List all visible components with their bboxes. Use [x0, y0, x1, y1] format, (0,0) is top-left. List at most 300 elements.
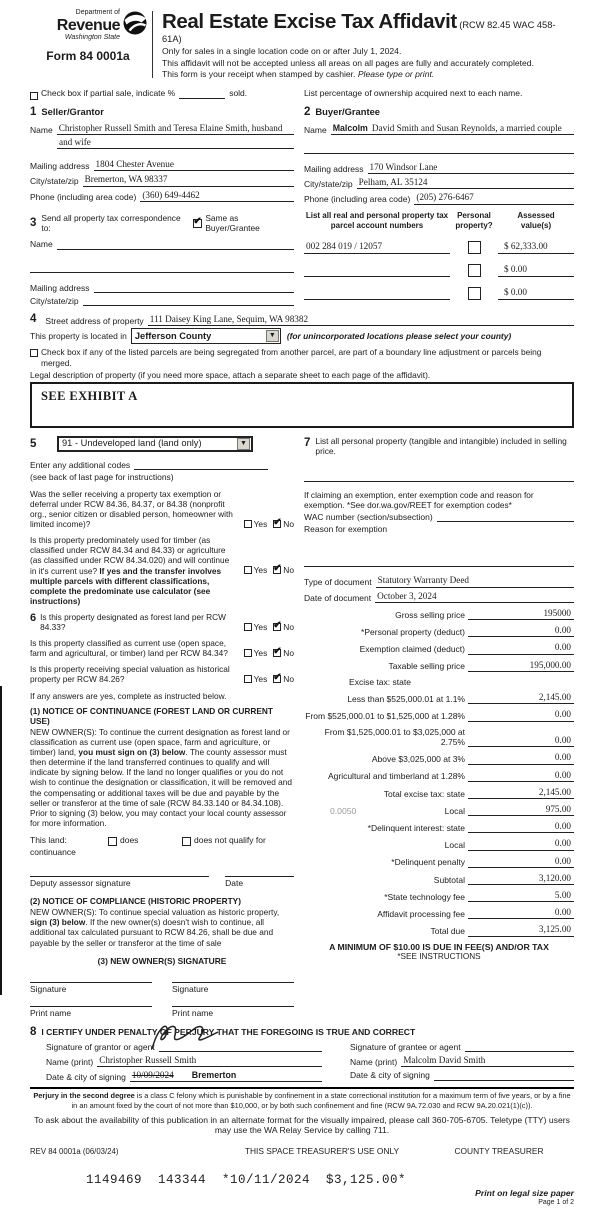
personal-col-header: Personal — [457, 210, 491, 220]
question-text-normal: Is this property predominately used for timber (as classified under RCW 84.34 and 84.33) or agriculture (as classified under RCW 84.34.020) and will continue in it's current use? — [30, 535, 230, 576]
excise-row-field[interactable] — [468, 821, 574, 833]
bottom-rule — [30, 1087, 574, 1089]
seller-name-label: Name — [30, 124, 53, 135]
no-label: No — [283, 621, 294, 632]
correspondence-city-field[interactable] — [83, 296, 294, 306]
buyer-city-label: City/state/zip — [304, 179, 353, 190]
partial-sale-percent-field[interactable] — [179, 88, 225, 99]
buyer-name-rest: David Smith and Susan Reynolds, a married couple — [371, 122, 562, 133]
parcel-number-field[interactable] — [304, 289, 450, 300]
personal-property-checkbox[interactable] — [468, 264, 481, 277]
property-location-section — [30, 312, 574, 428]
personal-col-header-2: property? — [455, 220, 493, 230]
excise-row-label: Affidavit processing fee — [377, 909, 465, 920]
signature-label: Signature — [172, 983, 209, 994]
section-4-number: 4 — [30, 313, 37, 326]
certification-section — [30, 1025, 574, 1083]
print-legal-note: Print on legal size paper — [475, 1187, 574, 1198]
local-rate-value: 0.0050 — [330, 805, 357, 816]
form-header — [30, 9, 574, 80]
excise-row-value: 0.00 — [554, 752, 571, 763]
excise-row-label: Local — [444, 840, 465, 851]
excise-row-label: From $1,525,000.01 to $3,025,000 at 2.75% — [324, 726, 465, 747]
buyer-name-field-line2[interactable] — [304, 144, 574, 154]
buyer-city-field[interactable]: Pelham, AL 35124 — [357, 177, 574, 189]
excise-row-field[interactable] — [468, 873, 574, 885]
scan-edge-artifact — [0, 686, 2, 995]
question-text-normal: Was the seller receiving a property tax exemption or deferral under RCW 84.36, 84.37, or 84.38 (nonprofit org., senior citizen or disabled person, homeowner with limited income)? — [30, 488, 233, 530]
excise-row-label: *Personal property (deduct) — [361, 626, 465, 637]
form-number: Form 84 0001a — [46, 48, 130, 63]
excise-row-label: Gross selling price — [395, 609, 465, 620]
assessed-value-field[interactable]: $ 62,333.00 — [498, 241, 574, 253]
header-note-3-text: This form is your receipt when stamped by cashier. — [162, 69, 358, 80]
grantee-name-field[interactable]: Malcolm David Smith — [401, 1055, 574, 1067]
no-checkbox[interactable] — [273, 675, 281, 683]
excise-row — [304, 727, 574, 748]
yes-checkbox[interactable] — [244, 623, 252, 631]
segregated-label: Check box if any of the listed parcels are being segregated from another parcel, are part of a boundary line adjustment or parcels being merged. — [41, 347, 542, 368]
new-owner-signature-line-1[interactable] — [30, 982, 152, 994]
same-as-buyer-checkbox[interactable] — [193, 219, 202, 228]
revenue-swirl-icon — [122, 10, 148, 36]
excise-row-value: 0.00 — [554, 838, 571, 849]
section-1-number: 1 — [30, 105, 37, 118]
correspondence-blank-field[interactable] — [30, 263, 294, 273]
print-name-label: Print name — [30, 1008, 72, 1019]
new-owner-signature-line-2[interactable] — [172, 982, 294, 994]
minimum-fee-note: A MINIMUM OF $10.00 IS DUE IN FEE(S) AND/OR TAX — [329, 941, 549, 952]
deputy-signature-line[interactable] — [30, 876, 209, 888]
yes-no-question — [30, 638, 294, 658]
excise-row-label: Agricultural and timberland at 1.28% — [327, 771, 465, 782]
buyer-grantee-block — [304, 99, 574, 205]
excise-row-field[interactable] — [468, 735, 574, 747]
legal-description-label: Legal description of property (if you need more space, attach a separate sheet to each page of the affidavit). — [30, 369, 431, 380]
logo-wa-state-text: Washington State — [64, 34, 120, 42]
certify-statement: I CERTIFY UNDER PENALTY OF PERJURY THAT THE FOREGOING IS TRUE AND CORRECT — [41, 1026, 416, 1037]
excise-row-label: Taxable selling price — [388, 661, 465, 672]
buyer-mailing-label: Mailing address — [304, 163, 364, 174]
seller-city-field[interactable]: Bremerton, WA 98337 — [83, 174, 294, 186]
yes-no-question — [30, 535, 294, 606]
legal-description-field[interactable]: SEE EXHIBIT A — [30, 382, 574, 428]
assessed-value-field[interactable]: $ 0.00 — [498, 264, 574, 276]
header-note-3 — [162, 69, 574, 79]
perjury-text: is a class C felony which is punishable by confinement in a state correctional institution for a maximum term of five years, or by a fine in an amount fixed by the court of not more than $10,000, or by both such confinement and fine (RCW 9A.72.030 and RCW 9A.20.021(1)(c)). — [71, 1091, 571, 1111]
seller-name-field[interactable]: Christopher Russell Smith and Teresa Elaine Smith, husband — [57, 123, 294, 135]
excise-row-value: 0.00 — [554, 709, 571, 720]
excise-row — [304, 924, 574, 936]
excise-row-value: 3,120.00 — [538, 872, 571, 883]
does-label: does — [120, 835, 139, 846]
yes-label: Yes — [253, 674, 268, 685]
yes-checkbox[interactable] — [244, 649, 252, 657]
treasurer-space-label: THIS SPACE TREASURER'S USE ONLY — [244, 1146, 400, 1157]
seller-grantor-block — [30, 99, 294, 205]
yes-checkbox[interactable] — [244, 566, 252, 574]
excise-row — [304, 709, 574, 721]
yes-checkbox[interactable] — [244, 675, 252, 683]
signature-label: Signature — [30, 983, 67, 994]
compliance-text: NEW OWNER(S): To continue special valuation as historic property, — [30, 907, 280, 918]
excise-row-field[interactable] — [468, 660, 574, 672]
excise-row — [304, 752, 574, 764]
assessed-col-header: Assessed — [517, 210, 555, 220]
continuance-text-post: . The county assessor must then determine if the land transferred continues to qualify and will indicate by signing below. If the land no longer qualifies or you do not wish to continue the designation or classification, it will be removed and the compensating or additional taxes will be due and payable by the seller or transferor at the time of sale (RCW 84.33.140 or 84.34.108). Prior to signing (3) below, you may contact your local county assessor for more information. — [30, 747, 292, 828]
excise-row-field[interactable] — [468, 770, 574, 782]
assessed-value-field[interactable]: $ 0.00 — [498, 287, 574, 299]
compliance-text-post: . If the new owner(s) doesn't wish to continue, all additional tax calculated pursuant to RCW 84.26, shall be due and payable by the seller or transferor at the time of sale — [30, 917, 274, 948]
located-in-label: This property is located in — [30, 331, 127, 342]
question-answer — [238, 674, 294, 684]
excise-row-label: Total due — [430, 926, 465, 937]
question-text-normal: Is this property designated as forest land per RCW 84.33? — [40, 611, 226, 633]
grantee-date-field[interactable] — [434, 1071, 574, 1081]
excise-row-value: 0.00 — [554, 855, 571, 866]
parcel-rows — [304, 240, 574, 300]
excise-tax-table — [304, 608, 574, 937]
deputy-signature-label: Deputy assessor signature — [30, 877, 131, 888]
chevron-down-icon[interactable]: ▼ — [266, 330, 279, 342]
question-text — [30, 535, 238, 606]
correspondence-block — [30, 211, 294, 307]
parcel-row — [304, 263, 574, 277]
correspondence-mailing-field[interactable] — [94, 283, 294, 293]
excise-row-label: Less than $525,000.01 at 1.1% — [347, 693, 465, 704]
question-answer — [238, 622, 294, 632]
excise-row-value: 2,145.00 — [538, 786, 571, 797]
parcel-row — [304, 286, 574, 300]
excise-row — [304, 838, 574, 850]
county-treasurer-label: COUNTY TREASURER — [454, 1146, 544, 1157]
use-classification-column — [30, 436, 294, 1019]
yes-checkbox[interactable] — [244, 520, 252, 528]
accessibility-notice: To ask about the availability of this publication in an alternate format for the visually impaired, please call 360-705-6705. Teletype (TTY) users may use the WA Relay Service by calling 711. — [34, 1114, 570, 1136]
see-instructions-note: *SEE INSTRUCTIONS — [397, 952, 481, 962]
buyer-phone-label: Phone (including area code) — [304, 194, 411, 205]
this-land-label: This land: — [30, 835, 67, 846]
new-owner-print-line-2[interactable] — [172, 1006, 294, 1018]
rev-form-code: REV 84 0001a (06/03/24) — [30, 1147, 119, 1157]
correspondence-name-field[interactable] — [57, 240, 294, 250]
no-label: No — [283, 648, 294, 659]
excise-row-field[interactable] — [468, 838, 574, 850]
correspondence-city-label: City/state/zip — [30, 295, 79, 306]
excise-row-value: 0.00 — [554, 642, 571, 653]
excise-row — [304, 625, 574, 637]
question-text — [30, 664, 238, 684]
does-checkbox[interactable] — [108, 837, 117, 846]
question-text — [30, 489, 238, 529]
personal-property-checkbox[interactable] — [468, 287, 481, 300]
excise-row — [304, 821, 574, 833]
excise-row-value: 195000 — [543, 607, 571, 618]
question-answer — [238, 565, 294, 575]
excise-row-field[interactable] — [468, 692, 574, 704]
no-checkbox[interactable] — [273, 649, 281, 657]
seller-name-field-line2[interactable]: and wife — [57, 137, 294, 149]
ownership-percentage-note: List percentage of ownership acquired next to each name. — [304, 87, 523, 98]
chevron-down-icon[interactable]: ▼ — [237, 438, 250, 450]
wac-number-field[interactable] — [437, 512, 574, 522]
section-5-number: 5 — [30, 438, 37, 450]
dor-logo — [30, 9, 146, 63]
seller-phone-field[interactable]: (360) 649-4462 — [140, 190, 294, 202]
grantor-date-field[interactable] — [130, 1070, 322, 1082]
yes-no-question — [30, 612, 294, 632]
yes-label: Yes — [253, 518, 268, 529]
no-label: No — [283, 518, 294, 529]
excise-row-field[interactable] — [468, 752, 574, 764]
parcel-col-header: List all real and personal property tax — [305, 210, 449, 220]
continuance-word: continuance — [30, 847, 76, 858]
land-use-dropdown[interactable] — [57, 436, 253, 452]
logo-revenue-text: Revenue — [56, 16, 120, 34]
reason-exemption-label: Reason for exemption — [304, 524, 388, 535]
land-use-dropdown-value: 91 - Undeveloped land (land only) — [62, 438, 202, 449]
excise-row-field[interactable] — [468, 787, 574, 799]
grantee-signature-block — [350, 1039, 574, 1083]
seller-phone-label: Phone (including area code) — [30, 191, 137, 202]
grantor-date-struck: 10/09/2024 — [131, 1070, 174, 1081]
doc-date-label: Date of document — [304, 592, 372, 603]
doc-date-field[interactable]: October 3, 2024 — [375, 591, 574, 603]
grantee-signature-field[interactable] — [465, 1042, 574, 1052]
correspondence-label: Send all property tax correspondence to: — [41, 212, 181, 233]
excise-row-label: *Delinquent interest: state — [367, 823, 465, 834]
does-not-label: does not qualify for — [194, 835, 266, 846]
question-text-normal: Is this property receiving special valuation as historical property per RCW 84.26? — [30, 664, 230, 685]
deputy-date-label: Date — [225, 877, 244, 888]
excise-row-field[interactable] — [468, 890, 574, 902]
question-answer — [238, 519, 294, 529]
does-not-checkbox[interactable] — [182, 837, 191, 846]
excise-row-value: 195,000.00 — [529, 659, 571, 670]
grantee-date-label: Date & city of signing — [350, 1070, 430, 1081]
excise-row-value: 0.00 — [554, 735, 571, 746]
perjury-bold: Perjury in the second degree — [33, 1091, 135, 1101]
excise-row-label: Local — [444, 805, 465, 816]
excise-row-value: 0.00 — [554, 625, 571, 636]
parties-section — [30, 99, 574, 205]
parcel-row — [304, 240, 574, 254]
excise-row-value: 3,125.00 — [538, 924, 571, 935]
excise-row — [304, 856, 574, 868]
excise-row-value: 0.00 — [554, 769, 571, 780]
seller-mailing-label: Mailing address — [30, 161, 90, 172]
wac-number-label: WAC number (section/subsection) — [304, 511, 433, 522]
parcel-number-field[interactable]: 002 284 019 / 12057 — [304, 241, 450, 253]
grantee-name-label: Name (print) — [350, 1056, 398, 1067]
excise-row-label: Total excise tax: state — [383, 788, 465, 799]
excise-row — [304, 804, 574, 816]
question-text — [30, 638, 238, 658]
seller-mailing-field[interactable]: 1804 Chester Avenue — [94, 159, 294, 171]
seller-heading: Seller/Grantor — [41, 105, 104, 117]
excise-row — [304, 770, 574, 782]
land-qualify-row — [30, 835, 294, 845]
notice-continuance-paragraph — [30, 727, 294, 828]
excise-row — [304, 608, 574, 620]
notice-compliance-heading: (2) NOTICE OF COMPLIANCE (HISTORIC PROPERTY) — [30, 896, 241, 907]
grantor-city-value: Bremerton — [191, 1070, 237, 1081]
segregated-checkbox[interactable] — [30, 349, 38, 357]
partial-sale-checkbox[interactable] — [30, 92, 38, 100]
exemption-instruction: If claiming an exemption, enter exemption code and reason for exemption. *See dor.wa.gov/REET for exemption codes* — [304, 489, 534, 510]
grantor-sig-label: Signature of grantor or agent — [46, 1041, 155, 1052]
print-note-block — [30, 1188, 574, 1208]
doc-type-field[interactable]: Statutory Warranty Deed — [376, 575, 574, 587]
header-note-1: Only for sales in a single location code on or after July 1, 2024. — [162, 46, 402, 57]
grantor-signature-field[interactable] — [159, 1042, 322, 1052]
grantor-date-label: Date & city of signing — [46, 1072, 126, 1083]
deputy-assessor-row — [30, 876, 294, 888]
grantor-name-label: Name (print) — [46, 1056, 94, 1067]
excise-row-field[interactable] — [468, 642, 574, 654]
notice-compliance-paragraph — [30, 907, 294, 947]
excise-row — [304, 660, 574, 672]
question-text-bold: If yes and the transfer involves multiple parcels with different classifications, complete the predominate use calculator (see instructions) — [30, 565, 222, 606]
excise-row-label: Exemption claimed (deduct) — [359, 644, 465, 655]
excise-row-label: *State technology fee — [384, 891, 465, 902]
new-owner-print-line-1[interactable] — [30, 1006, 152, 1018]
yes-label: Yes — [253, 648, 268, 659]
new-owners-signature-heading: (3) NEW OWNER(S) SIGNATURE — [97, 955, 227, 966]
excise-row-field[interactable] — [468, 709, 574, 721]
excise-row-label: Above $3,025,000 at 3% — [371, 754, 465, 765]
excise-row — [304, 873, 574, 885]
page-title: Real Estate Excise Tax Affidavit — [162, 10, 457, 33]
doc-type-label: Type of document — [304, 577, 372, 588]
buyer-name-field[interactable] — [331, 123, 574, 135]
excise-row-value: 975.00 — [545, 803, 571, 814]
question-section-number: 6 — [30, 611, 37, 624]
no-label: No — [283, 565, 294, 576]
same-as-buyer-label: Same as Buyer/Grantee — [205, 212, 260, 233]
continuance-text: NEW OWNER(S): To continue the current designation as forest land or classification as current use (open space, farm and agriculture, or timber) land, — [30, 726, 290, 758]
excise-row-label: From $525,000.01 to $1,525,000 at 1.28% — [305, 711, 465, 722]
personal-property-instruction: List all personal property (tangible and intangible) included in selling price. — [315, 436, 567, 457]
section-7-number: 7 — [304, 437, 311, 450]
excise-row-field[interactable] — [468, 856, 574, 868]
buyer-mailing-field[interactable]: 170 Windsor Lane — [368, 162, 574, 174]
excise-row-field[interactable] — [468, 804, 574, 816]
excise-row — [304, 642, 574, 654]
excise-column — [304, 436, 574, 1019]
excise-row — [304, 677, 574, 687]
grantee-sig-label: Signature of grantee or agent — [350, 1041, 461, 1052]
excise-row — [304, 692, 574, 704]
correspondence-name-label: Name — [30, 239, 53, 250]
lower-columns — [30, 436, 574, 1019]
question-text-normal: Is this property classified as current use (open space, farm and agricultural, or timber) land per RCW 84.34? — [30, 638, 228, 659]
excise-row-label: Excise tax: state — [349, 676, 411, 687]
no-checkbox[interactable] — [273, 520, 281, 528]
title-block — [162, 9, 574, 80]
if-yes-note: If any answers are yes, complete as instructed below. — [30, 690, 227, 701]
page-indicator: Page 1 of 2 — [538, 1199, 574, 1207]
street-address-field[interactable]: 111 Daisey King Lane, Sequim, WA 98382 — [148, 314, 574, 326]
notice-continuance-heading: (1) NOTICE OF CONTINUANCE (FOREST LAND OR CURRENT USE) — [30, 705, 273, 726]
question-text — [40, 612, 237, 632]
buyer-name-label: Name — [304, 124, 327, 135]
reason-exemption-field[interactable] — [304, 556, 574, 567]
yes-label: Yes — [253, 621, 268, 632]
parcel-table-header — [304, 211, 574, 231]
additional-codes-field[interactable] — [134, 460, 268, 470]
buyer-phone-field[interactable]: (205) 276-6467 — [414, 192, 574, 204]
perjury-notice — [30, 1091, 574, 1110]
title-rcw-ref: (RCW 82.45 WAC 458-61A) — [162, 20, 556, 44]
compliance-text-bold: sign (3) below — [30, 917, 86, 928]
partial-sale-sold-label: sold. — [229, 88, 248, 99]
continuance-text-bold: you must sign on (3) below — [78, 747, 186, 758]
excise-row-field[interactable] — [468, 924, 574, 936]
header-note-3-italic: Please type or print. — [357, 69, 435, 80]
excise-row-field[interactable] — [468, 907, 574, 919]
no-checkbox[interactable] — [273, 623, 281, 631]
personal-property-checkbox[interactable] — [468, 241, 481, 254]
yes-no-questions — [30, 489, 294, 685]
buyer-heading: Buyer/Grantee — [315, 105, 381, 117]
excise-row-field[interactable] — [468, 625, 574, 637]
excise-row-value: 5.00 — [554, 890, 571, 901]
excise-row-field[interactable] — [468, 608, 574, 620]
additional-codes-label: Enter any additional codes — [30, 460, 131, 471]
footer-row — [30, 1146, 574, 1157]
no-checkbox[interactable] — [273, 566, 281, 574]
parcel-table — [304, 211, 574, 307]
correspondence-mailing-label: Mailing address — [30, 282, 90, 293]
county-note: (for unincorporated locations please select your county) — [286, 331, 512, 342]
header-note-2: This affidavit will not be accepted unless all areas on all pages are fully and accurately completed. — [162, 57, 534, 68]
deputy-date-line[interactable] — [225, 876, 294, 888]
yes-no-question — [30, 664, 294, 684]
section-2-number: 2 — [304, 105, 311, 118]
excise-row-label: *Delinquent penalty — [391, 857, 465, 868]
county-dropdown-value: Jefferson County — [134, 330, 212, 341]
section-8-number: 8 — [30, 1025, 37, 1038]
excise-row — [304, 787, 574, 799]
parcel-number-field[interactable] — [304, 266, 450, 277]
excise-row — [304, 907, 574, 919]
county-dropdown[interactable] — [131, 328, 281, 344]
personal-property-field[interactable] — [304, 471, 574, 482]
question-answer — [238, 648, 294, 658]
excise-row-label: Subtotal — [433, 874, 465, 885]
new-owner-print-row — [30, 1006, 294, 1018]
no-label: No — [283, 674, 294, 685]
cashier-stamp: 1149469 143344 *10/11/2024 $3,125.00* — [86, 1172, 407, 1187]
assessed-col-header-2: value(s) — [520, 220, 552, 230]
excise-row-value: 2,145.00 — [538, 692, 571, 703]
partial-sale-row — [30, 88, 574, 99]
section-3-number: 3 — [30, 216, 37, 229]
excise-row-value: 0.00 — [554, 821, 571, 832]
partial-sale-label: Check box if partial sale, indicate % — [41, 88, 176, 99]
correspondence-parcels-section — [30, 211, 574, 307]
yes-no-question — [30, 489, 294, 529]
parcel-col-header-2: parcel account numbers — [330, 220, 424, 230]
grantor-signature-block — [46, 1039, 322, 1083]
header-divider — [152, 11, 153, 78]
new-owner-signature-row — [30, 982, 294, 994]
print-name-label: Print name — [172, 1008, 214, 1019]
grantor-name-field[interactable]: Christopher Russell Smith — [97, 1055, 322, 1067]
yes-label: Yes — [253, 565, 268, 576]
excise-row — [304, 890, 574, 902]
